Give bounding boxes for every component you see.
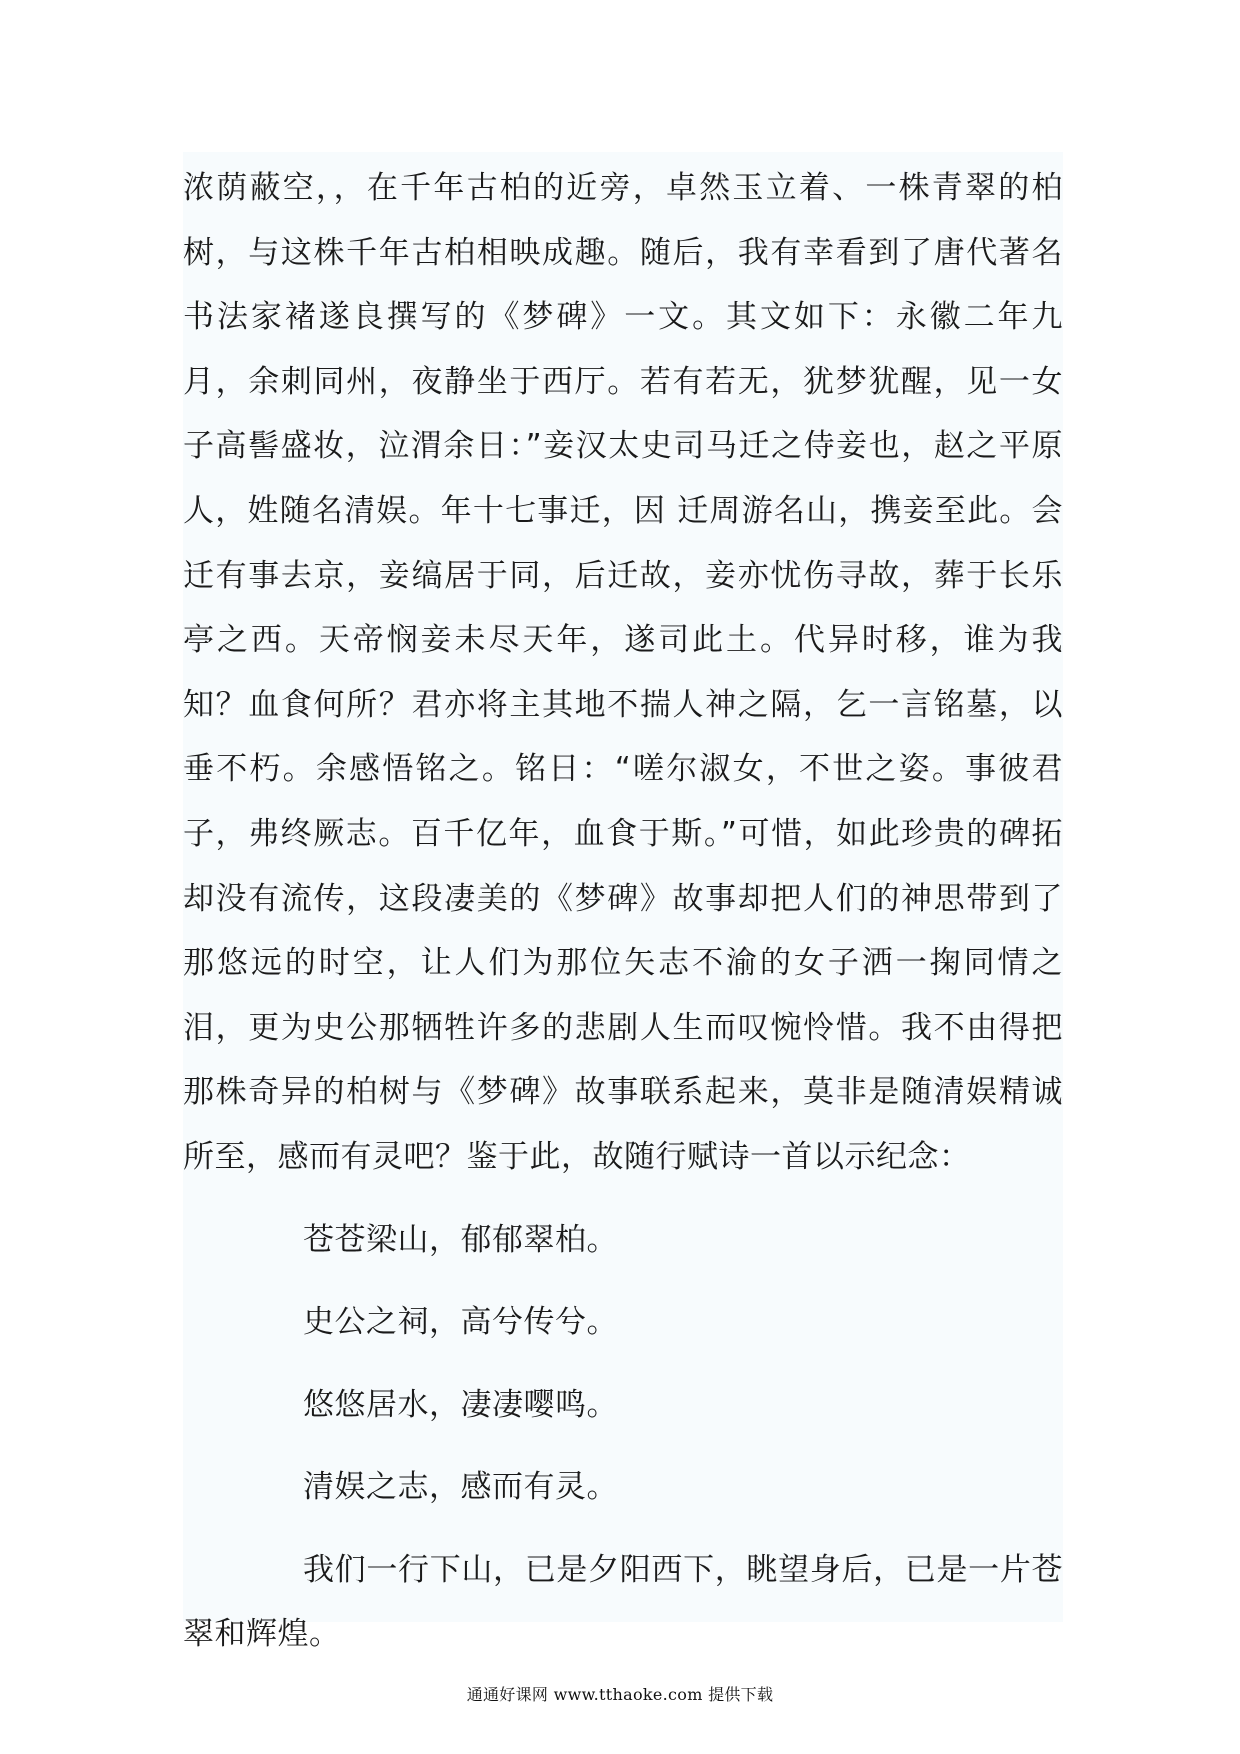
poem-line: 清娱之志，感而有灵。 <box>303 1469 618 1506</box>
document-body <box>183 152 1063 1653</box>
closing-paragraph: 我们一行下山，已是夕阳西下，眺望身后，已是一片苍翠和辉煌。 <box>183 1551 1063 1653</box>
poem-line: 史公之祠，高兮传兮。 <box>303 1304 618 1341</box>
poem-line: 悠悠居水，凄凄嘤鸣。 <box>303 1386 618 1423</box>
main-paragraph: 浓荫蔽空，，在千年古柏的近旁，卓然玉立着、一株青翠的柏树，与这株千年古柏相映成趣。随后，我有幸看到了唐代著名书法家褚遂良撰写的《梦碑》一文。其文如下：永徽二年九月，余刺同州，夜静坐于西厅。若有若无，犹梦犹醒，见一女子高髻盛妆，泣渭余日：”妾汉太史司马迁之侍妾也，赵之平原人，姓随名清娱。年十七事迁，因 迁周游名山，携妾至此。会迁有事去京，妾缟居于同，后迁故，妾亦忧伤寻故，葬于长乐亭之西。天帝悯妾未尽天年，遂司此土。代异时移，谁为我知？血食何所？君亦将主其地不揣人神之隔，乞一言铭墓，以垂不朽。余感悟铭之。铭日：“嗟尔淑女，不世之姿。事彼君子，弗终厥志。百千亿年，血食于斯。”可惜，如此珍贵的碑拓却没有流传，这段凄美的《梦碑》故事却把人们的神思带到了那悠远的时空，让人们为那位矢志不渝的女子洒一掬同情之泪，更为史公那牺牲许多的悲剧人生而叹惋怜惜。我不由得把那株奇异的柏树与《梦碑》故事联系起来，莫非是随清娱精诚所至，感而有灵吧？鉴于此，故随行赋诗一首以示纪念： <box>183 170 1063 1175</box>
footer-source-note: 通通好课网 www.tthaoke.com 提供下载 <box>466 1685 774 1704</box>
poem <box>183 1208 1063 1520</box>
poem-line: 苍苍梁山，郁郁翠柏。 <box>303 1221 618 1258</box>
